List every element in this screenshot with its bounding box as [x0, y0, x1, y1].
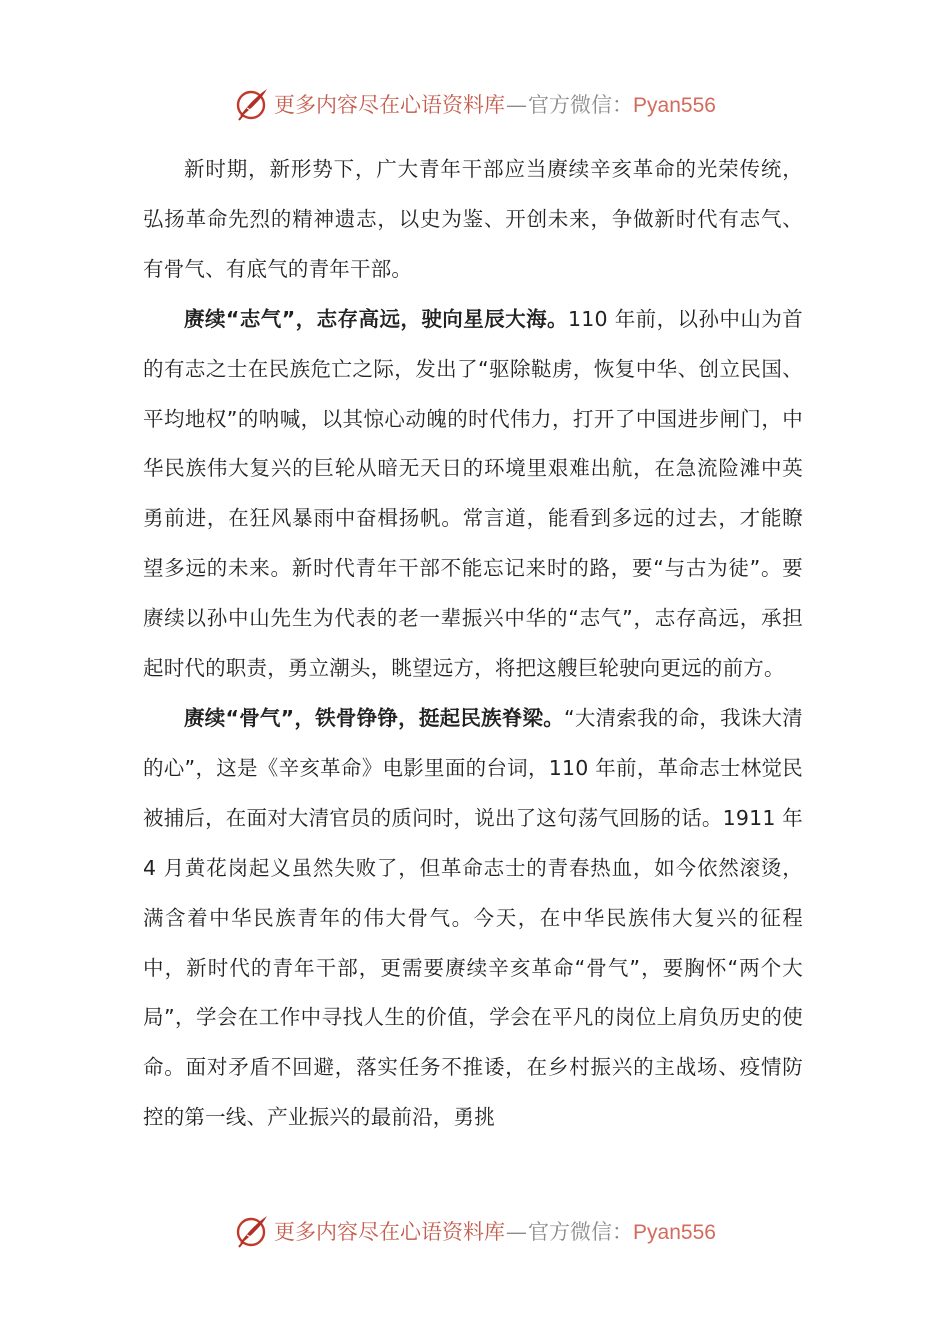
footer-wechat-id: Pyan556 — [633, 1221, 716, 1244]
header-brand: 更多内容尽在心语资料库 — [274, 93, 506, 117]
quill-logo-icon — [234, 1213, 270, 1249]
footer-brand: 更多内容尽在心语资料库 — [274, 1220, 506, 1244]
header-text — [274, 89, 716, 119]
header-banner — [0, 84, 950, 124]
paragraph-3-text: “大清索我的命，我诛大清的心”，这是《辛亥革命》电影里面的台词，110 年前，革命志士林觉民被捕后，在面对大清官员的质问时，说出了这句荡气回肠的话。1911 年 4 月黄花岗起义虽然失败了，但革命志士的青春热血，如今依然滚烫，满含着中华民族青年的伟大骨气。今天，在中华民族伟大复兴的征程中，新时代的青年干部，更需要赓续辛亥革命“骨气”，要胸怀“两个大局”，学会在工作中寻找人生的价值，学会在平凡的岗位上肩负历史的使命。面对矛盾不回避，落实任务不推诿，在乡村振兴的主战场、疫情防控的第一线、产业振兴的最前沿，勇挑 — [143, 705, 803, 1130]
footer-text — [274, 1216, 716, 1246]
paragraph-1-text: 新时期，新形势下，广大青年干部应当赓续辛亥革命的光荣传统，弘扬革命先烈的精神遗志，以史为鉴、开创未来，争做新时代有志气、有骨气、有底气的青年干部。 — [143, 157, 803, 281]
paragraph-1 — [143, 145, 803, 295]
footer-label: 官方微信： — [528, 1220, 634, 1244]
header-wechat-id: Pyan556 — [633, 94, 716, 117]
paragraph-3 — [143, 694, 803, 1143]
footer-banner — [0, 1211, 950, 1251]
paragraph-2-text: 110 年前，以孙中山为首的有志之士在民族危亡之际，发出了“驱除鞑虏，恢复中华、创立民国、平均地权”的呐喊，以其惊心动魄的时代伟力，打开了中国进步闸门，中华民族伟大复兴的巨轮从暗无天日的环境里艰难出航，在急流险滩中英勇前进，在狂风暴雨中奋楫扬帆。常言道，能看到多远的过去，才能瞭望多远的未来。新时代青年干部不能忘记来时的路，要“与古为徒”。要赓续以孙中山先生为代表的老一辈振兴中华的“志气”，志存高远，承担起时代的职责，勇立潮头，眺望远方，将把这艘巨轮驶向更远的前方。 — [143, 306, 803, 681]
document-body — [143, 145, 803, 1143]
header-label: 官方微信： — [528, 93, 634, 117]
footer-separator: — — [506, 1220, 528, 1244]
quill-logo-icon — [234, 86, 270, 122]
paragraph-2-lead: 赓续“志气”，志存高远，驶向星辰大海。 — [184, 306, 568, 331]
header-separator: — — [506, 93, 528, 117]
paragraph-2 — [143, 295, 803, 694]
paragraph-3-lead: 赓续“骨气”，铁骨铮铮，挺起民族脊梁。 — [184, 705, 565, 730]
